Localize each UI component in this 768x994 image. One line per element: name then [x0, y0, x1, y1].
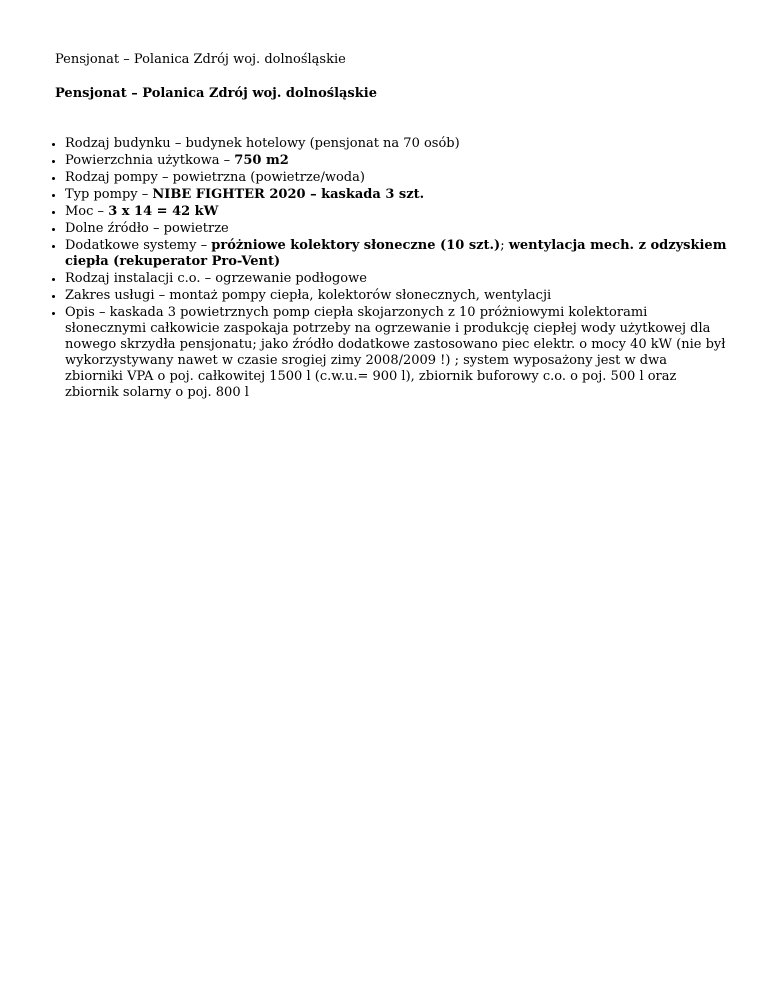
spec-list: [55, 136, 728, 401]
item-value: próżniowe kolektory słoneczne (10 szt.): [211, 238, 501, 253]
list-item-lower-source: [65, 221, 728, 237]
item-label: Rodzaj pompy – powietrzna (powietrze/woda): [65, 170, 365, 185]
item-value: NIBE FIGHTER 2020 – kaskada 3 szt.: [152, 187, 425, 202]
item-label: Powierzchnia użytkowa –: [65, 153, 235, 168]
item-value: 750 m2: [234, 153, 289, 168]
item-value-secondary: wentylacja mech. z odzyskiem ciepła (rekuperator Pro-Vent): [65, 238, 727, 269]
list-item-service-scope: [65, 288, 728, 304]
item-label: Opis – kaskada 3 powietrznych pomp ciepła skojarzonych z 10 próżniowymi kolektorami słonecznymi całkowicie zaspokaja potrzeby na ogrzewanie i produkcję ciepłej wody użytkowej dla nowego skrzydła pensjonatu; jako źródło dodatkowe zastosowano piec elektr. o mocy 40 kW (nie był wykorzystywany nawet w czasie srogiej zimy 2008/2009 !) ; system wyposażony jest w dwa zbiorniki VPA o poj. całkowitej 1500 l (c.w.u.= 900 l), zbiornik buforowy c.o. o poj. 500 l oraz zbiornik solarny o poj. 800 l: [65, 305, 726, 400]
item-label: Rodzaj budynku – budynek hotelowy (pensjonat na 70 osób): [65, 136, 460, 151]
list-item-additional-systems: [65, 238, 728, 270]
item-separator: ;: [500, 238, 509, 253]
document-title: Pensjonat – Polanica Zdrój woj. dolnośląskie: [55, 52, 346, 67]
item-value: 3 x 14 = 42 kW: [108, 204, 219, 219]
list-item-installation-type: [65, 271, 728, 287]
item-label: Rodzaj instalacji c.o. – ogrzewanie podłogowe: [65, 271, 367, 286]
item-label: Zakres usługi – montaż pompy ciepła, kolektorów słonecznych, wentylacji: [65, 288, 552, 303]
document-heading: Pensjonat – Polanica Zdrój woj. dolnośląskie: [55, 86, 377, 101]
item-label: Dolne źródło – powietrze: [65, 221, 229, 236]
list-item-power: [65, 204, 728, 220]
list-item-building-type: [65, 136, 728, 152]
list-item-pump-type: [65, 187, 728, 203]
item-label: Dodatkowe systemy –: [65, 238, 212, 253]
list-item-usable-area: [65, 153, 728, 169]
item-label: Moc –: [65, 204, 109, 219]
list-item-pump-kind: [65, 170, 728, 186]
document-page: [0, 0, 768, 401]
item-label: Typ pompy –: [65, 187, 153, 202]
list-item-description: [65, 305, 728, 401]
